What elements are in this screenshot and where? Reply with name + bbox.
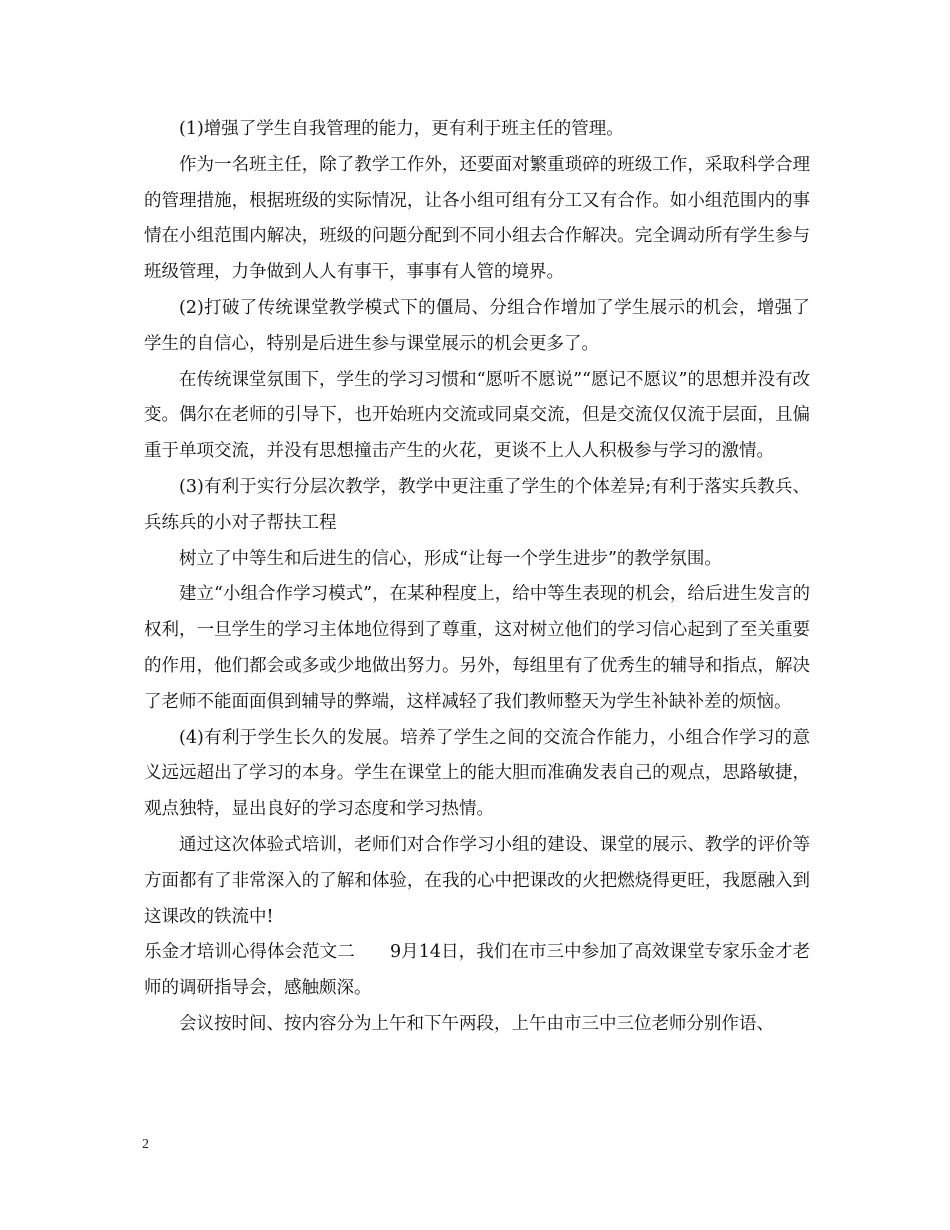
paragraph-6: 树立了中等生和后进生的信心，形成“让每一个学生进步”的教学氛围。	[179, 548, 722, 569]
document-body	[144, 112, 810, 1043]
paragraph-7: 建立“小组合作学习模式”，在某种程度上，给中等生表现的机会，给后进生发言的权利，一旦学生的学习主体地位得到了尊重，这对树立他们的学习信心起到了至关重要的作用，他们都会或多或少地做出努力。另外，每组里有了优秀生的辅导和指点，解决了老师不能面面俱到辅导的弊端，这样减轻了我们教师整天为学生补缺补差的烦恼。	[144, 584, 810, 712]
paragraph-2: 作为一名班主任，除了教学工作外，还要面对繁重琐碎的班级工作，采取科学合理的管理措施，根据班级的实际情况，让各小组可组有分工又有合作。如小组范围内的事情在小组范围内解决，班级的问题分配到不同小组去合作解决。完全调动所有学生参与班级管理，力争做到人人有事干，事事有人管的境界。	[144, 154, 810, 283]
paragraph-10-section-title: 乐金才培训心得体会范文二 9月14日，我们在市三中参加了高效课堂专家乐金才老师的调研指导会，感触颇深。	[144, 942, 810, 999]
page-number: 2	[142, 1137, 149, 1152]
paragraph-1: (1)增强了学生自我管理的能力，更有利于班主任的管理。	[179, 119, 624, 139]
paragraph-5: (3)有利于实行分层次教学，教学中更注重了学生的个体差异;有利于落实兵教兵、兵练兵的小对子帮扶工程	[144, 476, 810, 533]
paragraph-8: (4)有利于学生长久的发展。培养了学生之间的交流合作能力，小组合作学习的意义远远超出了学习的本身。学生在课堂上的能大胆而准确发表自己的观点，思路敏捷，观点独特，显出良好的学习态度和学习热情。	[144, 727, 810, 820]
paragraph-9: 通过这次体验式培训，老师们对合作学习小组的建设、课堂的展示、教学的评价等方面都有了非常深入的了解和体验，在我的心中把课改的火把燃烧得更旺，我愿融入到这课改的铁流中!	[144, 834, 810, 927]
paragraph-3: (2)打破了传统课堂教学模式下的僵局、分组合作增加了学生展示的机会，增强了学生的自信心，特别是后进生参与课堂展示的机会更多了。	[144, 297, 810, 354]
paragraph-11: 会议按时间、按内容分为上午和下午两段，上午由市三中三位老师分别作语、	[179, 1013, 774, 1034]
paragraph-4: 在传统课堂氛围下，学生的学习习惯和“愿听不愿说”“愿记不愿议”的思想并没有改变。偶尔在老师的引导下，也开始班内交流或同桌交流，但是交流仅仅流于层面，且偏重于单项交流，并没有思想撞击产生的火花，更谈不上人人积极参与学习的激情。	[144, 369, 810, 462]
